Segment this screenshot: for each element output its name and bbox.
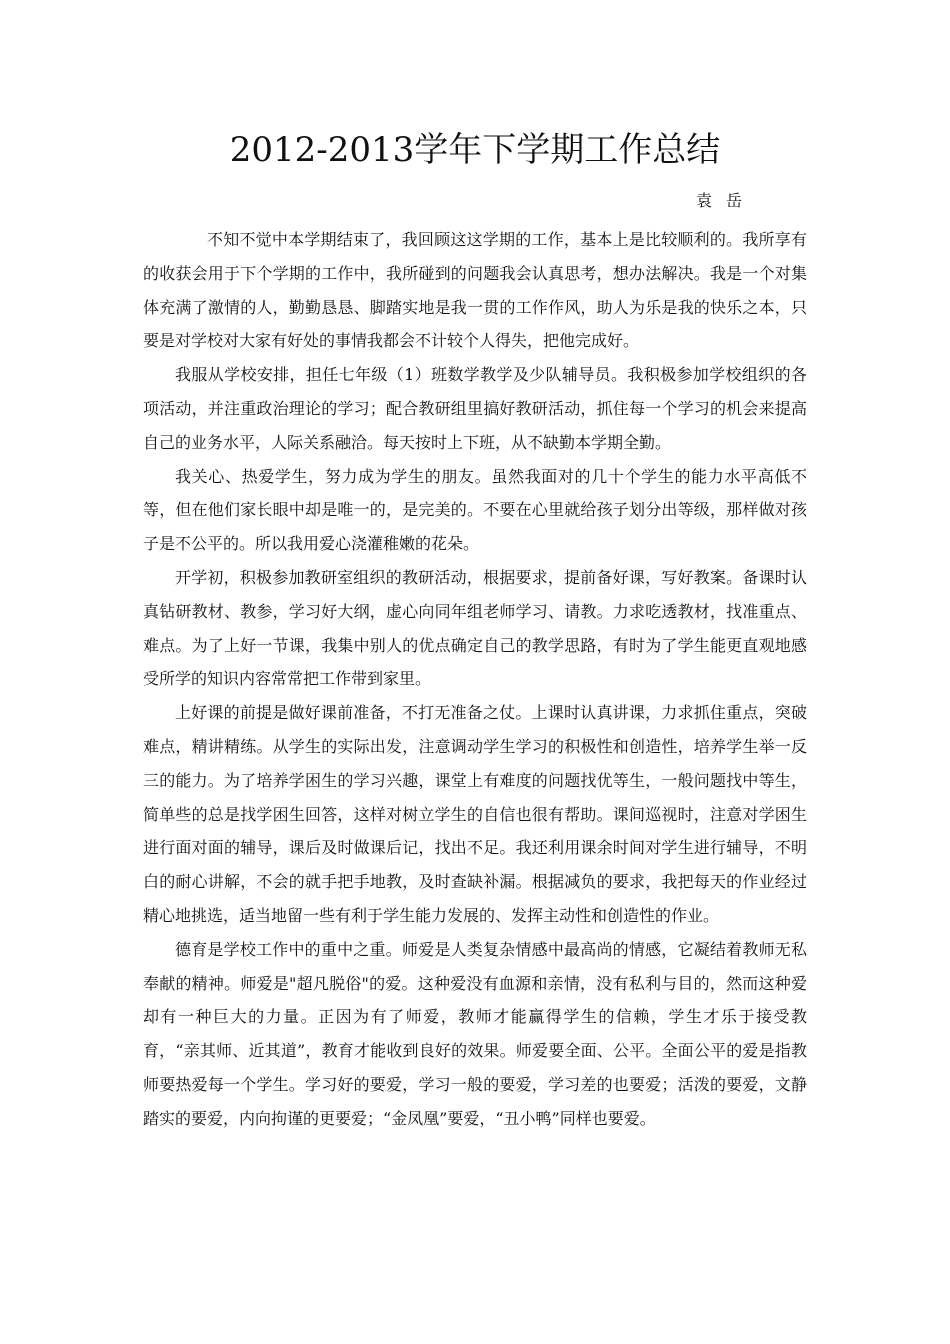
paragraph-3: 我关心、热爱学生，努力成为学生的朋友。虽然我面对的几十个学生的能力水平高低不等，但在他们家长眼中却是唯一的，是完美的。不要在心里就给孩子划分出等级，那样做对孩子是不公平的。所以我用爱心浇灌稚嫩的花朵。 [143, 466, 807, 554]
document-body [143, 223, 807, 1136]
paragraph-4: 开学初，积极参加教研室组织的教研活动，根据要求，提前备好课，写好教案。备课时认真钻研教材、教参，学习好大纲，虚心向同年组老师学习、请教。力求吃透教材，找准重点、难点。为了上好一节课，我集中别人的优点确定自己的教学思路，有时为了学生能更直观地感受所学的知识内容常常把工作带到家里。 [143, 567, 807, 689]
author-name: 袁岳 [696, 191, 757, 210]
document-title: 2012-2013学年下学期工作总结 [229, 130, 721, 170]
paragraph-6: 德育是学校工作中的重中之重。师爱是人类复杂情感中最高尚的情感，它凝结着教师无私奉献的精神。师爱是"超凡脱俗"的爱。这种爱没有血源和亲情，没有私利与目的，然而这种爱却有一种巨大的力量。正因为有了师爱，教师才能赢得学生的信赖，学生才乐于接受教育，“亲其师、近其道”，教育才能收到良好的效果。师爱要全面、公平。全面公平的爱是指教师要热爱每一个学生。学习好的要爱，学习一般的要爱，学习差的也要爱；活泼的要爱，文静踏实的要爱，内向拘谨的更要爱；“金凤凰”要爱，“丑小鸭”同样也要爱。 [143, 939, 807, 1128]
paragraph-1: 不知不觉中本学期结束了，我回顾这这学期的工作，基本上是比较顺利的。我所享有的收获会用于下个学期的工作中，我所碰到的问题我会认真思考，想办法解决。我是一个对集体充满了激情的人，勤勤恳恳、脚踏实地是我一贯的工作作风，助人为乐是我的快乐之本，只要是对学校对大家有好处的事情我都会不计较个人得失，把他完成好。 [143, 230, 807, 351]
paragraph-2: 我服从学校安排，担任七年级（1）班数学教学及少队辅导员。我积极参加学校组织的各项活动，并注重政治理论的学习；配合教研组里搞好教研活动，抓住每一个学习的机会来提高自己的业务水平，人际关系融洽。每天按时上下班，从不缺勤本学期全勤。 [143, 365, 807, 452]
paragraph-5: 上好课的前提是做好课前准备，不打无准备之仗。上课时认真讲课，力求抓住重点，突破难点，精讲精练。从学生的实际出发，注意调动学生学习的积极性和创造性，培养学生举一反三的能力。为了培养学困生的学习兴趣，课堂上有难度的问题找优等生，一般问题找中等生，简单些的总是找学困生回答，这样对树立学生的自信也很有帮助。课间巡视时，注意对学困生进行面对面的辅导，课后及时做课后记，找出不足。我还利用课余时间对学生进行辅导，不明白的耐心讲解，不会的就手把手地教，及时查缺补漏。根据减负的要求，我把每天的作业经过精心地挑选，适当地留一些有利于学生能力发展的、发挥主动性和创造性的作业。 [143, 703, 807, 925]
